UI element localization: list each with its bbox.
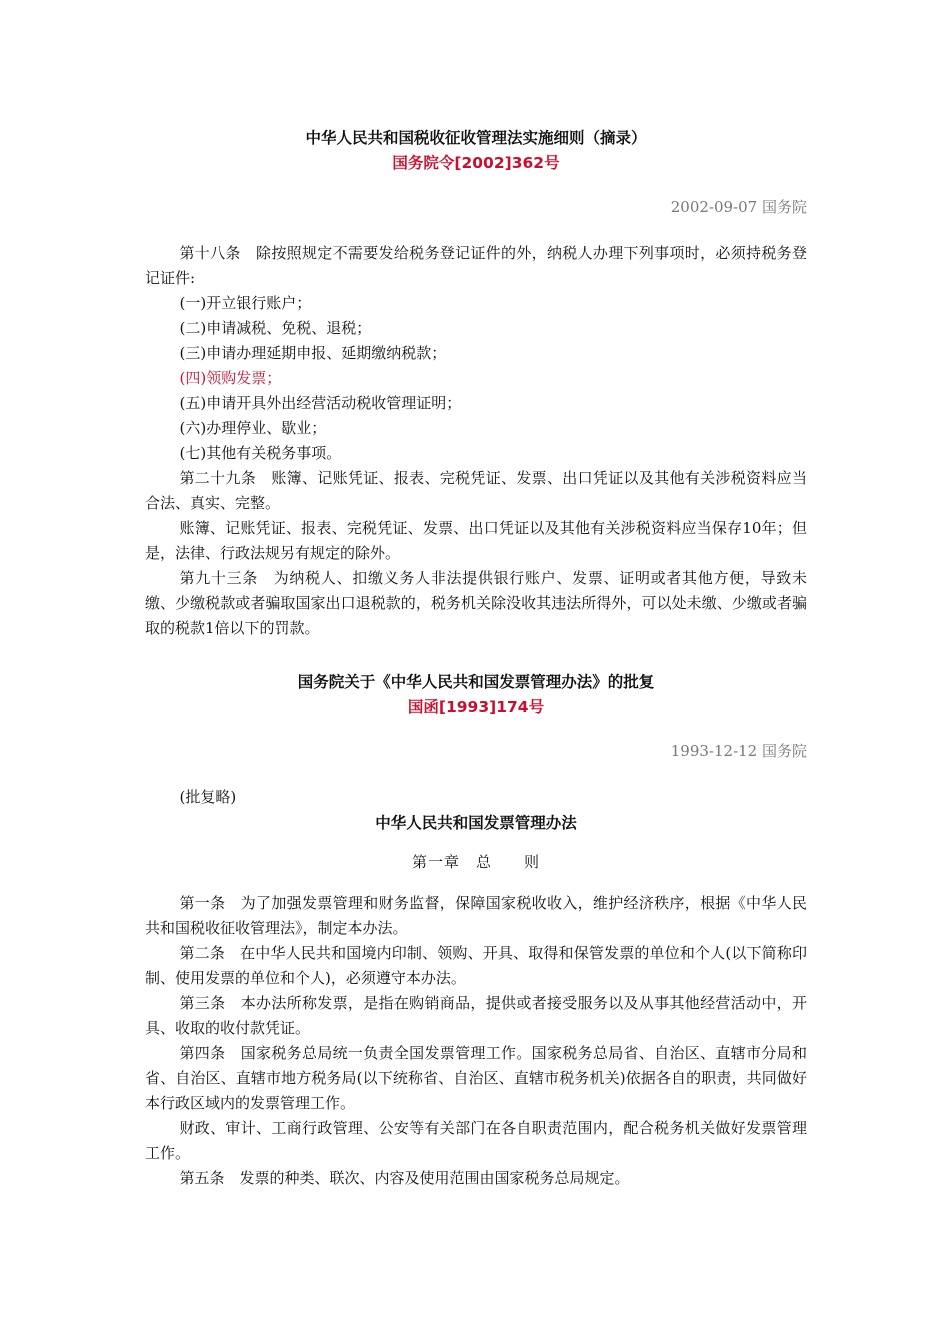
article-29: 第二十九条 账簿、记账凭证、报表、完税凭证、发票、出口凭证以及其他有关涉税资料应当合法、真实、完整。: [145, 469, 807, 512]
list-item: (一)开立银行账户；: [179, 294, 312, 312]
article-18: 第十八条 除按照规定不需要发给税务登记证件的外，纳税人办理下列事项时，必须持税务登记证件:: [145, 244, 807, 287]
list-item-highlighted: (四)领购发票；: [179, 369, 282, 387]
article-3: 第三条 本办法所称发票，是指在购销商品，提供或者接受服务以及从事其他经营活动中，开具、收取的收付款凭证。: [145, 994, 807, 1037]
doc1-title: 中华人民共和国税收征收管理法实施细则（摘录）: [305, 129, 647, 147]
list-item: (七)其他有关税务事项。: [179, 444, 342, 462]
doc2-subtitle: 中华人民共和国发票管理办法: [375, 814, 577, 832]
doc1-date: 2002-09-07 国务院: [670, 198, 807, 216]
doc2-body: [145, 891, 807, 1191]
doc2-title: 国务院关于《中华人民共和国发票管理办法》的批复: [297, 673, 655, 691]
list-item: (二)申请减税、免税、退税；: [179, 319, 372, 337]
article-4: 第四条 国家税务总局统一负责全国发票管理工作。国家税务总局省、自治区、直辖市分局和省、自治区、直辖市地方税务局(以下统称省、自治区、直辖市税务机关)依据各自的职责，共同做好本行政区域内的发票管理工作。: [145, 1044, 807, 1112]
doc2-number: 国函[1993]174号: [407, 698, 545, 716]
article-93: 第九十三条 为纳税人、扣缴义务人非法提供银行账户、发票、证明或者其他方便，导致未缴、少缴税款或者骗取国家出口退税款的，税务机关除没收其违法所得外，可以处未缴、少缴或者骗取的税款1倍以下的罚款。: [145, 569, 807, 637]
doc1-number: 国务院令[2002]362号: [392, 154, 560, 172]
article-4-clause: 财政、审计、工商行政管理、公安等有关部门在各自职责范围内，配合税务机关做好发票管理工作。: [145, 1119, 807, 1162]
doc2-date: 1993-12-12 国务院: [670, 742, 807, 760]
reply-note: (批复略): [179, 788, 237, 806]
list-item: (三)申请办理延期申报、延期缴纳税款；: [179, 344, 447, 362]
doc1-body: [145, 241, 807, 641]
article-5: 第五条 发票的种类、联次、内容及使用范围由国家税务总局规定。: [179, 1169, 630, 1187]
list-item: (六)办理停业、歇业；: [179, 419, 327, 437]
document-content: [145, 125, 807, 1191]
article-2: 第二条 在中华人民共和国境内印制、领购、开具、取得和保管发票的单位和个人(以下简称印制、使用发票的单位和个人)，必须遵守本办法。: [145, 944, 807, 987]
article-1: 第一条 为了加强发票管理和财务监督，保障国家税收收入，维护经济秩序，根据《中华人民共和国税收征收管理法》，制定本办法。: [145, 894, 807, 937]
article-29-clause: 账簿、记账凭证、报表、完税凭证、发票、出口凭证以及其他有关涉税资料应当保存10年；但是，法律、行政法规另有规定的除外。: [145, 519, 807, 562]
chapter-heading: 第一章 总 则: [411, 853, 540, 871]
list-item: (五)申请开具外出经营活动税收管理证明；: [179, 394, 462, 412]
